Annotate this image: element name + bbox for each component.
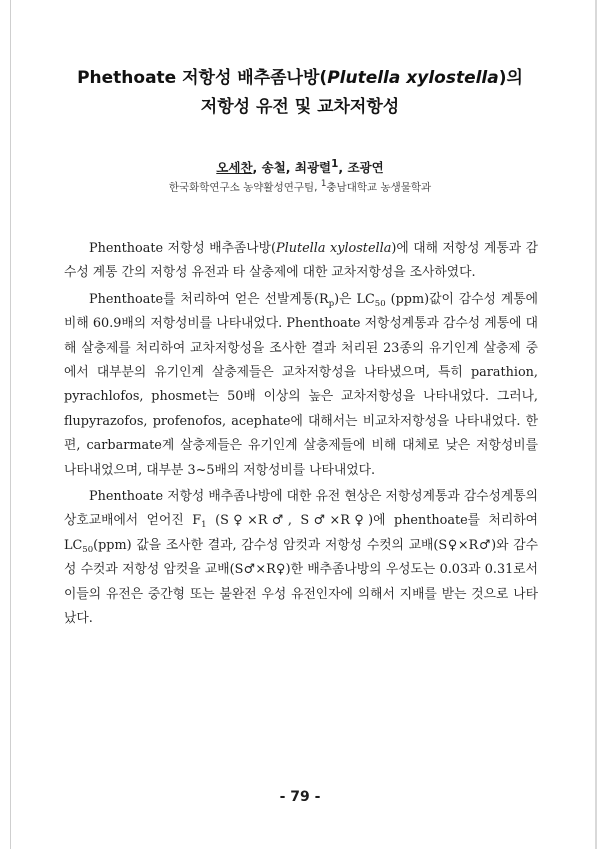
author-affiliation-mark: 1 — [331, 158, 339, 170]
paragraph-1 — [64, 237, 538, 286]
affiliation-secondary: 충남대학교 농생물학과 — [326, 181, 432, 194]
paragraph-2 — [64, 288, 538, 483]
text-run: Phenthoate를 처리하여 얻은 선발계통(R — [89, 291, 329, 307]
page-number: - 79 - — [279, 789, 321, 805]
author-list — [40, 158, 560, 176]
title-line-1 — [40, 63, 560, 88]
last-author: , 조광연 — [338, 160, 384, 176]
text-run: (ppm)값이 감수성 계통에 비해 60.9배의 저항성비를 나타내었다. Phenthoate 저항성계통과 감수성 계통에 대해 살충제를 처리하여 교차저항성을 조사한 결과 처리된 23종의 유기인계 살충제 중에서 대부분의 유기인계 살충제들은 교차저항성을 나타냈으며, 특히 parathion, pyrachlofos, phosmet는 50배 이상의 높은 교차저항성을 나타내었다. 그러나, flupyrazofos, profenofos, acephate에 대해서는 비교차저항성을 나타내었다. 한편, carbarmate계 살충제들은 유기인계 살충제들에 비해 대체로 낮은 저항성비를 나타내었으며, 대부분 3~5배의 저항성비를 나타내었다. — [64, 291, 538, 478]
paragraph-3 — [64, 485, 538, 631]
title-text: Phethoate 저항성 배추좀나방( — [77, 68, 328, 88]
subscript: 50 — [374, 298, 386, 309]
species-name: Plutella xylostella — [276, 241, 392, 256]
affiliation — [40, 179, 560, 195]
text-run: (S♀×R♂, S♂×R♀)에 phenthoate를 처리하여 LC — [64, 513, 539, 553]
subscript: 50 — [82, 544, 94, 555]
title-species: Plutella xylostella — [327, 68, 499, 88]
abstract-body — [64, 237, 538, 634]
text-run: )에 대해 저항성 계통과 감수성 계통 간의 저항성 유전과 타 살충제에 대한 교차저항성을 조사하였다. — [64, 241, 538, 281]
title-line-2: 저항성 유전 및 교차저항성 — [200, 97, 400, 117]
text-run: )은 LC — [334, 291, 375, 307]
affiliation-mark: 1 — [320, 179, 327, 189]
corresponding-author: 오세찬 — [216, 160, 253, 176]
text-run: Phenthoate 저항성 배추좀나방( — [89, 241, 277, 256]
co-authors: , 송철, 최광렬 — [252, 160, 332, 176]
scan-edge-left — [10, 0, 11, 849]
subscript: p — [328, 298, 335, 309]
text-run: (ppm) 값을 조사한 결과, 감수성 암컷과 저항성 수컷의 교배(S♀×R♂)와 감수성 수컷과 저항성 암컷을 교배(S♂×R♀)한 배추좀나방의 우성도는 0.03과 0.31로서 이들의 유전은 중간형 또는 불완전 우성 유전인자에 의해서 지배를 받는 것으로 나타났다. — [64, 537, 538, 627]
text-run: Phenthoate 저항성 배추좀나방에 대한 유전 현상은 저항성계통과 감수성계통의 상호교배에서 얻어진 F — [64, 489, 538, 529]
subscript: 1 — [201, 520, 207, 531]
title-suffix: )의 — [498, 68, 523, 88]
affiliation-main: 한국화학연구소 농약활성연구팀, — [168, 181, 321, 194]
scan-edge-right — [595, 0, 597, 849]
